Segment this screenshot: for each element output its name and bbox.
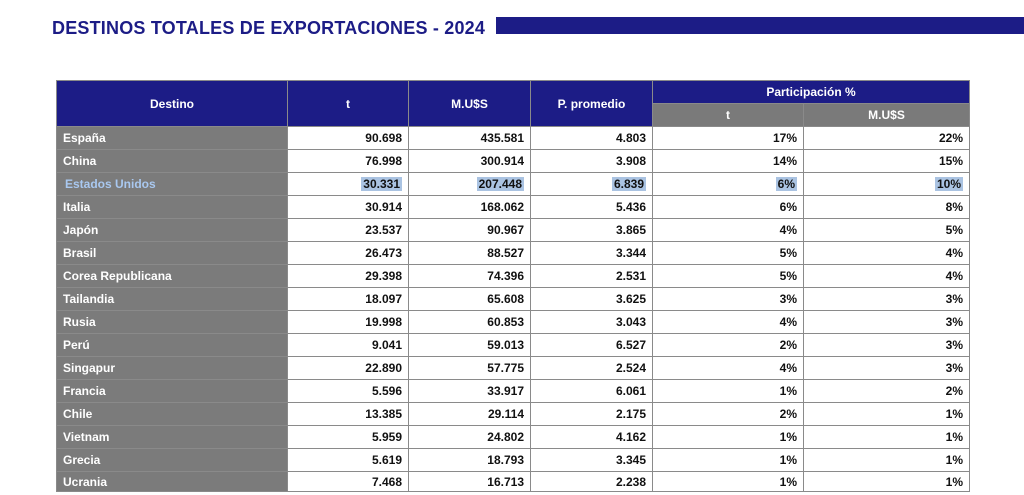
cell-text: 2.175 xyxy=(615,407,646,421)
cell-precio[interactable] xyxy=(531,403,653,426)
header-participacion: Participación % xyxy=(653,81,970,104)
table-row[interactable] xyxy=(57,288,970,311)
cell-destino[interactable] xyxy=(57,334,288,357)
cell-precio[interactable] xyxy=(531,150,653,173)
table-body xyxy=(57,127,970,492)
cell-text: 76.998 xyxy=(365,154,402,168)
cell-part-musd[interactable] xyxy=(804,242,970,265)
cell-precio[interactable] xyxy=(531,334,653,357)
table-row[interactable] xyxy=(57,219,970,242)
cell-text: Tailandia xyxy=(63,292,115,306)
cell-text: 6.527 xyxy=(615,338,646,352)
cell-musd[interactable] xyxy=(409,127,531,150)
cell-musd[interactable] xyxy=(409,426,531,449)
cell-text: 4% xyxy=(779,223,797,237)
cell-text: 5.436 xyxy=(615,200,646,214)
cell-text: 19.998 xyxy=(365,315,402,329)
cell-text: 33.917 xyxy=(487,384,524,398)
cell-text: Italia xyxy=(63,200,91,214)
cell-part-t[interactable] xyxy=(653,173,804,196)
table-row[interactable] xyxy=(57,357,970,380)
cell-precio[interactable] xyxy=(531,242,653,265)
cell-text: 2% xyxy=(945,384,963,398)
table-row[interactable] xyxy=(57,150,970,173)
cell-text: Singapur xyxy=(63,361,116,375)
cell-musd[interactable] xyxy=(409,311,531,334)
cell-t[interactable] xyxy=(288,449,409,472)
cell-text: 30.914 xyxy=(365,200,402,214)
cell-part-musd[interactable] xyxy=(804,196,970,219)
cell-destino[interactable] xyxy=(57,196,288,219)
cell-musd[interactable] xyxy=(409,288,531,311)
cell-text: Brasil xyxy=(63,246,97,260)
cell-text: 74.396 xyxy=(487,269,524,283)
cell-t[interactable] xyxy=(288,265,409,288)
cell-text: Perú xyxy=(63,338,90,352)
cell-musd[interactable] xyxy=(409,219,531,242)
cell-musd[interactable] xyxy=(409,380,531,403)
cell-text: 59.013 xyxy=(487,338,524,352)
cell-musd[interactable] xyxy=(409,196,531,219)
cell-text: 1% xyxy=(779,453,797,467)
cell-text: 4.803 xyxy=(615,131,646,145)
cell-part-musd[interactable] xyxy=(804,127,970,150)
cell-precio[interactable] xyxy=(531,265,653,288)
table-row[interactable] xyxy=(57,449,970,472)
table-row[interactable] xyxy=(57,334,970,357)
cell-musd[interactable] xyxy=(409,403,531,426)
header-musd: M.U$S xyxy=(409,81,531,127)
cell-precio[interactable] xyxy=(531,173,653,196)
cell-text: 6.839 xyxy=(613,177,644,191)
table-row[interactable] xyxy=(57,311,970,334)
cell-part-musd[interactable] xyxy=(804,472,970,492)
cell-destino[interactable] xyxy=(57,173,288,196)
cell-musd[interactable] xyxy=(409,357,531,380)
table-row[interactable] xyxy=(57,403,970,426)
exports-table xyxy=(56,80,970,492)
cell-text: 29.398 xyxy=(365,269,402,283)
cell-part-t[interactable] xyxy=(653,449,804,472)
cell-text: 207.448 xyxy=(478,177,522,191)
cell-text: China xyxy=(63,154,97,168)
cell-t[interactable] xyxy=(288,150,409,173)
cell-precio[interactable] xyxy=(531,288,653,311)
cell-musd[interactable] xyxy=(409,334,531,357)
cell-text: 23.537 xyxy=(365,223,402,237)
cell-part-musd[interactable] xyxy=(804,150,970,173)
cell-part-t[interactable] xyxy=(653,472,804,492)
cell-precio[interactable] xyxy=(531,311,653,334)
cell-part-musd[interactable] xyxy=(804,288,970,311)
cell-destino[interactable] xyxy=(57,311,288,334)
cell-part-t[interactable] xyxy=(653,219,804,242)
cell-text: 14% xyxy=(772,154,797,168)
cell-text: 5% xyxy=(779,269,797,283)
cell-text: 1% xyxy=(779,430,797,444)
cell-destino[interactable] xyxy=(57,472,288,492)
cell-text: 6% xyxy=(779,200,797,214)
cell-text: 90.967 xyxy=(487,223,524,237)
header-destino: Destino xyxy=(57,81,288,127)
cell-part-t[interactable] xyxy=(653,288,804,311)
cell-text: 2.531 xyxy=(615,269,646,283)
cell-part-t[interactable] xyxy=(653,311,804,334)
cell-text: 3% xyxy=(945,361,963,375)
header-t: t xyxy=(288,81,409,127)
cell-text: 4.162 xyxy=(615,430,646,444)
cell-t[interactable] xyxy=(288,288,409,311)
cell-t[interactable] xyxy=(288,380,409,403)
cell-text: 2.238 xyxy=(615,474,646,489)
cell-text: 5.619 xyxy=(371,453,402,467)
cell-destino[interactable] xyxy=(57,127,288,150)
cell-text: 29.114 xyxy=(487,407,524,421)
cell-text: 1% xyxy=(945,407,963,421)
cell-precio[interactable] xyxy=(531,426,653,449)
cell-musd[interactable] xyxy=(409,150,531,173)
cell-text: 4% xyxy=(779,361,797,375)
cell-musd[interactable] xyxy=(409,449,531,472)
cell-text: 5% xyxy=(945,223,963,237)
table-row[interactable] xyxy=(57,196,970,219)
cell-destino[interactable] xyxy=(57,380,288,403)
cell-text: Grecia xyxy=(63,453,101,467)
cell-text: 1% xyxy=(945,474,963,489)
cell-text: Ucrania xyxy=(63,474,108,489)
cell-text: 88.527 xyxy=(487,246,524,260)
cell-t[interactable] xyxy=(288,173,409,196)
cell-part-musd[interactable] xyxy=(804,403,970,426)
cell-part-musd[interactable] xyxy=(804,265,970,288)
cell-text: 300.914 xyxy=(480,154,524,168)
cell-text: 10% xyxy=(936,177,961,191)
cell-destino[interactable] xyxy=(57,288,288,311)
header-precio: P. promedio xyxy=(531,81,653,127)
cell-text: 90.698 xyxy=(365,131,402,145)
cell-t[interactable] xyxy=(288,403,409,426)
cell-destino[interactable] xyxy=(57,150,288,173)
cell-destino[interactable] xyxy=(57,449,288,472)
cell-text: 6% xyxy=(777,177,795,191)
cell-precio[interactable] xyxy=(531,449,653,472)
cell-precio[interactable] xyxy=(531,196,653,219)
cell-text: 2% xyxy=(779,407,797,421)
cell-text: 18.097 xyxy=(365,292,402,306)
cell-part-musd[interactable] xyxy=(804,380,970,403)
cell-part-t[interactable] xyxy=(653,426,804,449)
cell-text: 22% xyxy=(938,131,963,145)
table-row[interactable] xyxy=(57,173,970,196)
cell-text: 16.713 xyxy=(487,474,524,489)
cell-part-t[interactable] xyxy=(653,380,804,403)
cell-part-musd[interactable] xyxy=(804,173,970,196)
cell-text: 30.331 xyxy=(363,177,400,191)
table-row[interactable] xyxy=(57,127,970,150)
cell-destino[interactable] xyxy=(57,426,288,449)
cell-precio[interactable] xyxy=(531,127,653,150)
cell-part-musd[interactable] xyxy=(804,311,970,334)
title-accent-bar xyxy=(496,17,1024,34)
cell-text: 3.625 xyxy=(615,292,646,306)
cell-destino[interactable] xyxy=(57,219,288,242)
cell-text: Japón xyxy=(63,223,99,237)
cell-text: 3.345 xyxy=(615,453,646,467)
cell-t[interactable] xyxy=(288,426,409,449)
cell-t[interactable] xyxy=(288,127,409,150)
cell-text: Chile xyxy=(63,407,93,421)
cell-text: 3.043 xyxy=(615,315,646,329)
cell-musd[interactable] xyxy=(409,472,531,492)
cell-musd[interactable] xyxy=(409,242,531,265)
cell-text: 13.385 xyxy=(365,407,402,421)
cell-musd[interactable] xyxy=(409,265,531,288)
cell-text: 4% xyxy=(945,269,963,283)
cell-text: 6.061 xyxy=(615,384,646,398)
cell-text: 15% xyxy=(938,154,963,168)
cell-text: 3% xyxy=(779,292,797,306)
cell-text: 5% xyxy=(779,246,797,260)
cell-destino[interactable] xyxy=(57,265,288,288)
table-row[interactable] xyxy=(57,265,970,288)
cell-text: 1% xyxy=(945,453,963,467)
cell-part-musd[interactable] xyxy=(804,449,970,472)
cell-text: 3% xyxy=(945,338,963,352)
cell-destino[interactable] xyxy=(57,357,288,380)
cell-text: Estados Unidos xyxy=(65,177,156,191)
cell-text: 3.865 xyxy=(615,223,646,237)
cell-text: 4% xyxy=(945,246,963,260)
cell-precio[interactable] xyxy=(531,357,653,380)
cell-text: 5.596 xyxy=(371,384,402,398)
cell-text: 22.890 xyxy=(365,361,402,375)
cell-text: 7.468 xyxy=(371,474,402,489)
cell-destino[interactable] xyxy=(57,403,288,426)
cell-t[interactable] xyxy=(288,357,409,380)
cell-part-t[interactable] xyxy=(653,357,804,380)
cell-text: 168.062 xyxy=(480,200,524,214)
cell-t[interactable] xyxy=(288,242,409,265)
cell-part-musd[interactable] xyxy=(804,426,970,449)
cell-musd[interactable] xyxy=(409,173,531,196)
cell-t[interactable] xyxy=(288,334,409,357)
cell-t[interactable] xyxy=(288,196,409,219)
cell-part-t[interactable] xyxy=(653,242,804,265)
cell-text: 1% xyxy=(779,384,797,398)
cell-text: 5.959 xyxy=(371,430,402,444)
cell-precio[interactable] xyxy=(531,219,653,242)
cell-text: 1% xyxy=(779,474,797,489)
cell-precio[interactable] xyxy=(531,472,653,492)
cell-t[interactable] xyxy=(288,219,409,242)
cell-text: Francia xyxy=(63,384,106,398)
cell-text: 9.041 xyxy=(371,338,402,352)
cell-text: España xyxy=(63,131,106,145)
cell-text: 60.853 xyxy=(487,315,524,329)
table-row[interactable] xyxy=(57,426,970,449)
cell-text: 3.908 xyxy=(615,154,646,168)
cell-text: 24.802 xyxy=(487,430,524,444)
cell-text: 3% xyxy=(945,292,963,306)
cell-part-t[interactable] xyxy=(653,403,804,426)
page-title: DESTINOS TOTALES DE EXPORTACIONES - 2024 xyxy=(52,18,486,38)
cell-text: 18.793 xyxy=(487,453,524,467)
cell-text: Rusia xyxy=(63,315,96,329)
cell-part-musd[interactable] xyxy=(804,334,970,357)
cell-text: 8% xyxy=(945,200,963,214)
cell-text: Vietnam xyxy=(63,430,110,444)
table-row[interactable] xyxy=(57,242,970,265)
cell-text: 2.524 xyxy=(615,361,646,375)
cell-destino[interactable] xyxy=(57,242,288,265)
header-part-t: t xyxy=(653,104,804,127)
table-row[interactable] xyxy=(57,380,970,403)
table-row[interactable] xyxy=(57,472,970,492)
cell-text: Corea Republicana xyxy=(63,269,172,283)
header-part-musd: M.U$S xyxy=(804,104,970,127)
cell-part-t[interactable] xyxy=(653,150,804,173)
cell-part-t[interactable] xyxy=(653,127,804,150)
cell-precio[interactable] xyxy=(531,380,653,403)
cell-text: 2% xyxy=(779,338,797,352)
cell-part-musd[interactable] xyxy=(804,357,970,380)
cell-part-t[interactable] xyxy=(653,196,804,219)
cell-text: 435.581 xyxy=(480,131,524,145)
cell-text: 26.473 xyxy=(365,246,402,260)
cell-text: 57.775 xyxy=(487,361,524,375)
cell-text: 4% xyxy=(779,315,797,329)
cell-part-musd[interactable] xyxy=(804,219,970,242)
cell-text: 3% xyxy=(945,315,963,329)
cell-part-t[interactable] xyxy=(653,265,804,288)
cell-t[interactable] xyxy=(288,472,409,492)
cell-t[interactable] xyxy=(288,311,409,334)
cell-text: 3.344 xyxy=(615,246,646,260)
cell-part-t[interactable] xyxy=(653,334,804,357)
cell-text: 65.608 xyxy=(487,292,524,306)
cell-text: 1% xyxy=(945,430,963,444)
cell-text: 17% xyxy=(772,131,797,145)
